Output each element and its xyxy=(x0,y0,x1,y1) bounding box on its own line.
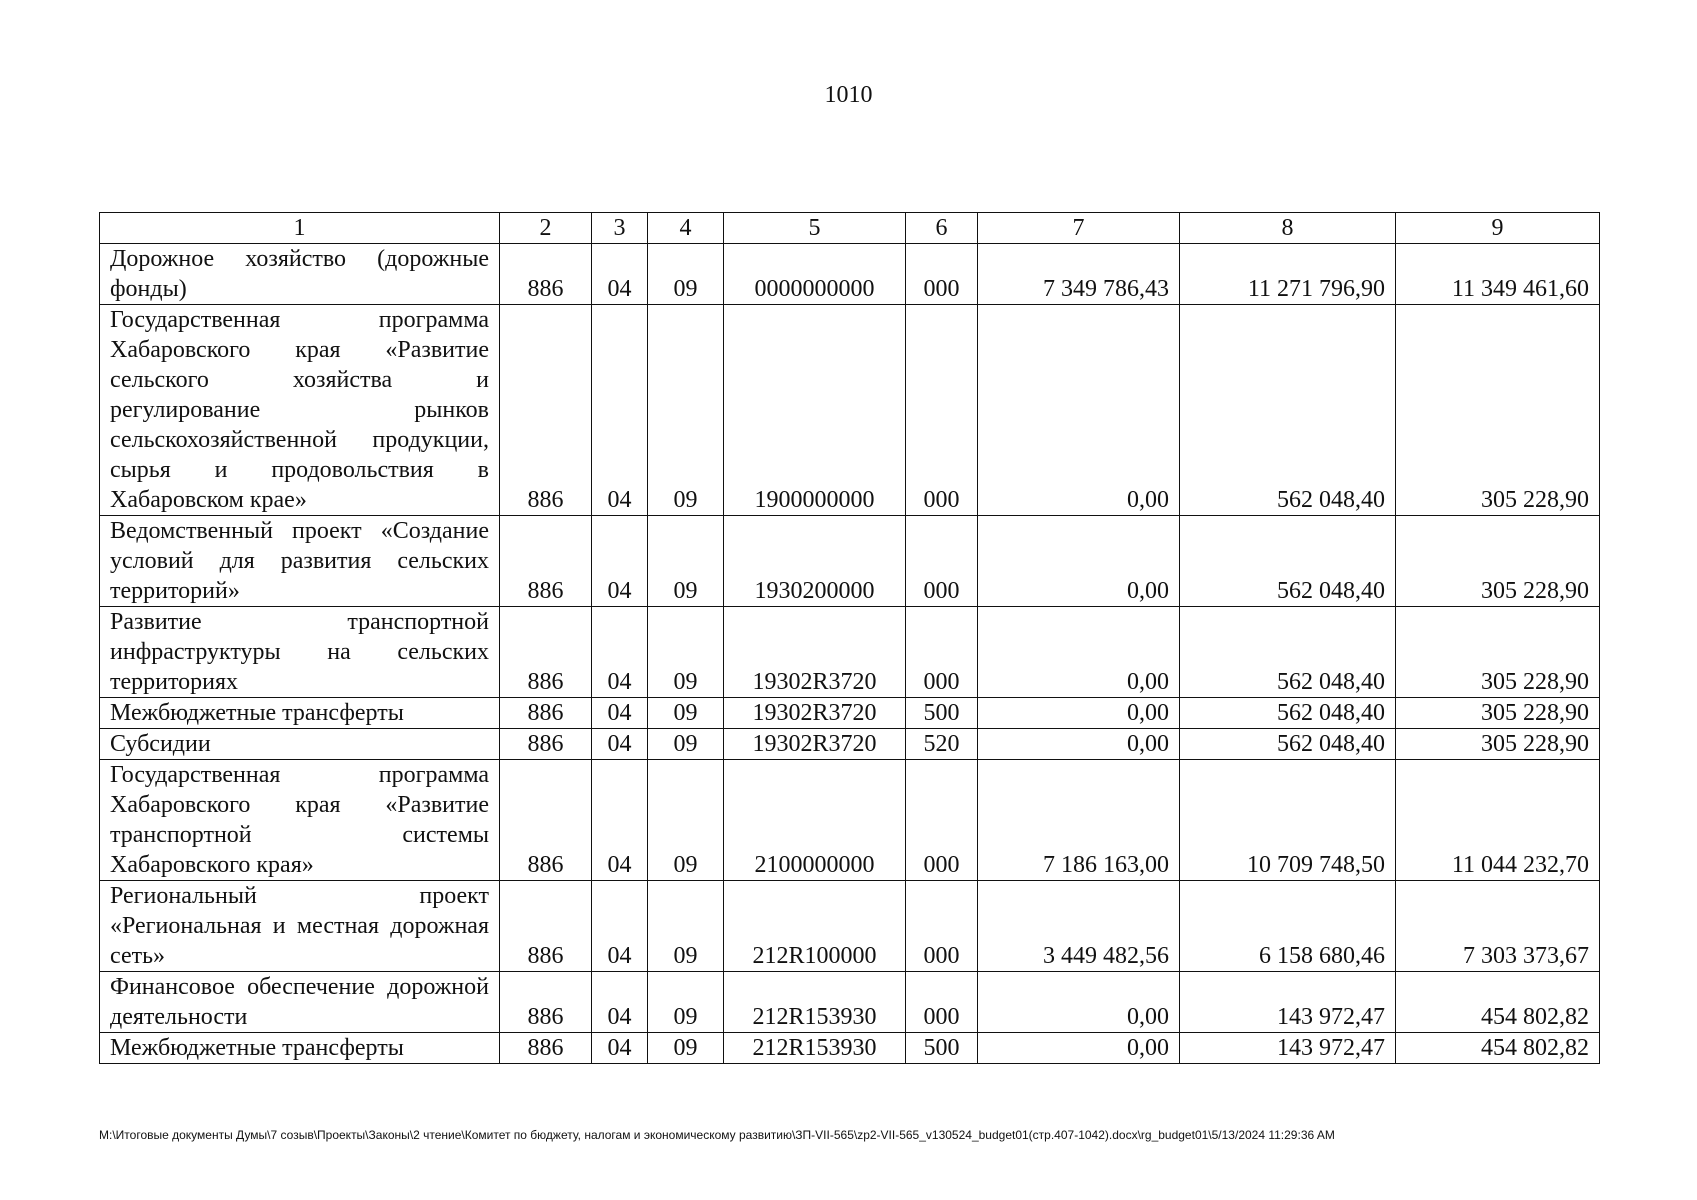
cell-amount-9: 305 228,90 xyxy=(1396,698,1600,729)
cell-amount-7: 7 186 163,00 xyxy=(978,760,1180,881)
cell-code-6: 500 xyxy=(906,1033,978,1064)
cell-code-3: 04 xyxy=(592,244,648,305)
cell-code-5: 0000000000 xyxy=(724,244,906,305)
cell-amount-8: 562 048,40 xyxy=(1180,516,1396,607)
cell-code-3: 04 xyxy=(592,516,648,607)
cell-amount-9: 11 044 232,70 xyxy=(1396,760,1600,881)
row-name: Субсидии xyxy=(100,729,500,760)
row-name: Государственная программа Хабаровского края «Развитие транспортной системы Хабаровского края» xyxy=(100,760,500,881)
table-row xyxy=(100,244,1600,305)
cell-code-4: 09 xyxy=(648,516,724,607)
cell-code-5: 212R100000 xyxy=(724,881,906,972)
col-header-7: 7 xyxy=(978,213,1180,244)
cell-amount-8: 562 048,40 xyxy=(1180,729,1396,760)
file-path-footer: М:\Итоговые документы Думы\7 созыв\Проекты\Законы\2 чтение\Комитет по бюджету, налогам и экономическому развитию\ЗП-VII-565\zp2-VII-565_v130524_budget01(стр.407-1042).docx\rg_budget01\5/13/2024 11:29:36 AM xyxy=(99,1128,1335,1142)
table-row xyxy=(100,1033,1600,1064)
cell-amount-7: 0,00 xyxy=(978,729,1180,760)
col-header-8: 8 xyxy=(1180,213,1396,244)
cell-amount-7: 7 349 786,43 xyxy=(978,244,1180,305)
col-header-2: 2 xyxy=(500,213,592,244)
header-row xyxy=(100,213,1600,244)
row-name: Государственная программа Хабаровского края «Развитие сельского хозяйства и регулирование рынков сельскохозяйственной продукции, сырья и продовольствия в Хабаровском крае» xyxy=(100,305,500,516)
table-row xyxy=(100,760,1600,881)
cell-code-6: 000 xyxy=(906,244,978,305)
cell-code-2: 886 xyxy=(500,305,592,516)
cell-amount-9: 305 228,90 xyxy=(1396,516,1600,607)
cell-code-4: 09 xyxy=(648,698,724,729)
cell-code-4: 09 xyxy=(648,1033,724,1064)
row-name: Межбюджетные трансферты xyxy=(100,1033,500,1064)
cell-code-4: 09 xyxy=(648,607,724,698)
col-header-9: 9 xyxy=(1396,213,1600,244)
col-header-5: 5 xyxy=(724,213,906,244)
table-row xyxy=(100,698,1600,729)
col-header-1: 1 xyxy=(100,213,500,244)
cell-code-5: 19302R3720 xyxy=(724,698,906,729)
cell-code-4: 09 xyxy=(648,729,724,760)
cell-amount-7: 0,00 xyxy=(978,607,1180,698)
page-number: 1010 xyxy=(824,82,873,108)
col-header-3: 3 xyxy=(592,213,648,244)
cell-code-2: 886 xyxy=(500,729,592,760)
cell-code-3: 04 xyxy=(592,760,648,881)
cell-amount-8: 143 972,47 xyxy=(1180,1033,1396,1064)
cell-code-6: 000 xyxy=(906,516,978,607)
cell-amount-8: 143 972,47 xyxy=(1180,972,1396,1033)
cell-amount-7: 0,00 xyxy=(978,1033,1180,1064)
cell-amount-9: 305 228,90 xyxy=(1396,607,1600,698)
cell-code-5: 19302R3720 xyxy=(724,729,906,760)
cell-code-5: 1900000000 xyxy=(724,305,906,516)
cell-code-3: 04 xyxy=(592,698,648,729)
cell-amount-7: 0,00 xyxy=(978,698,1180,729)
cell-amount-9: 7 303 373,67 xyxy=(1396,881,1600,972)
cell-code-4: 09 xyxy=(648,760,724,881)
cell-code-5: 1930200000 xyxy=(724,516,906,607)
cell-amount-9: 11 349 461,60 xyxy=(1396,244,1600,305)
cell-code-2: 886 xyxy=(500,607,592,698)
row-name: Межбюджетные трансферты xyxy=(100,698,500,729)
cell-code-3: 04 xyxy=(592,729,648,760)
table-row xyxy=(100,305,1600,516)
cell-code-4: 09 xyxy=(648,244,724,305)
row-name: Ведомственный проект «Создание условий для развития сельских территорий» xyxy=(100,516,500,607)
cell-amount-9: 454 802,82 xyxy=(1396,1033,1600,1064)
cell-code-5: 212R153930 xyxy=(724,972,906,1033)
table-row xyxy=(100,516,1600,607)
cell-code-5: 2100000000 xyxy=(724,760,906,881)
cell-code-2: 886 xyxy=(500,516,592,607)
cell-code-6: 000 xyxy=(906,760,978,881)
col-header-4: 4 xyxy=(648,213,724,244)
row-name: Региональный проект «Региональная и местная дорожная сеть» xyxy=(100,881,500,972)
cell-code-5: 19302R3720 xyxy=(724,607,906,698)
cell-code-3: 04 xyxy=(592,1033,648,1064)
cell-code-3: 04 xyxy=(592,607,648,698)
cell-code-6: 520 xyxy=(906,729,978,760)
col-header-6: 6 xyxy=(906,213,978,244)
cell-code-6: 000 xyxy=(906,607,978,698)
cell-code-4: 09 xyxy=(648,972,724,1033)
cell-amount-7: 0,00 xyxy=(978,972,1180,1033)
cell-code-3: 04 xyxy=(592,305,648,516)
cell-code-6: 000 xyxy=(906,881,978,972)
cell-amount-9: 305 228,90 xyxy=(1396,305,1600,516)
table-row xyxy=(100,607,1600,698)
cell-amount-7: 0,00 xyxy=(978,305,1180,516)
table-row xyxy=(100,729,1600,760)
row-name: Дорожное хозяйство (дорожные фонды) xyxy=(100,244,500,305)
cell-code-3: 04 xyxy=(592,881,648,972)
cell-code-2: 886 xyxy=(500,1033,592,1064)
row-name: Финансовое обеспечение дорожной деятельности xyxy=(100,972,500,1033)
cell-code-2: 886 xyxy=(500,698,592,729)
row-name: Развитие транспортной инфраструктуры на сельских территориях xyxy=(100,607,500,698)
table-row xyxy=(100,881,1600,972)
cell-code-4: 09 xyxy=(648,881,724,972)
cell-amount-7: 3 449 482,56 xyxy=(978,881,1180,972)
cell-amount-9: 454 802,82 xyxy=(1396,972,1600,1033)
cell-amount-8: 562 048,40 xyxy=(1180,305,1396,516)
cell-code-2: 886 xyxy=(500,244,592,305)
cell-amount-8: 562 048,40 xyxy=(1180,698,1396,729)
cell-code-6: 000 xyxy=(906,305,978,516)
cell-amount-9: 305 228,90 xyxy=(1396,729,1600,760)
cell-code-6: 500 xyxy=(906,698,978,729)
cell-code-2: 886 xyxy=(500,972,592,1033)
budget-table xyxy=(99,212,1600,1064)
cell-amount-8: 11 271 796,90 xyxy=(1180,244,1396,305)
cell-code-5: 212R153930 xyxy=(724,1033,906,1064)
cell-amount-8: 10 709 748,50 xyxy=(1180,760,1396,881)
cell-code-4: 09 xyxy=(648,305,724,516)
cell-code-3: 04 xyxy=(592,972,648,1033)
cell-code-6: 000 xyxy=(906,972,978,1033)
cell-amount-8: 562 048,40 xyxy=(1180,607,1396,698)
table-row xyxy=(100,972,1600,1033)
cell-code-2: 886 xyxy=(500,760,592,881)
cell-code-2: 886 xyxy=(500,881,592,972)
cell-amount-7: 0,00 xyxy=(978,516,1180,607)
cell-amount-8: 6 158 680,46 xyxy=(1180,881,1396,972)
